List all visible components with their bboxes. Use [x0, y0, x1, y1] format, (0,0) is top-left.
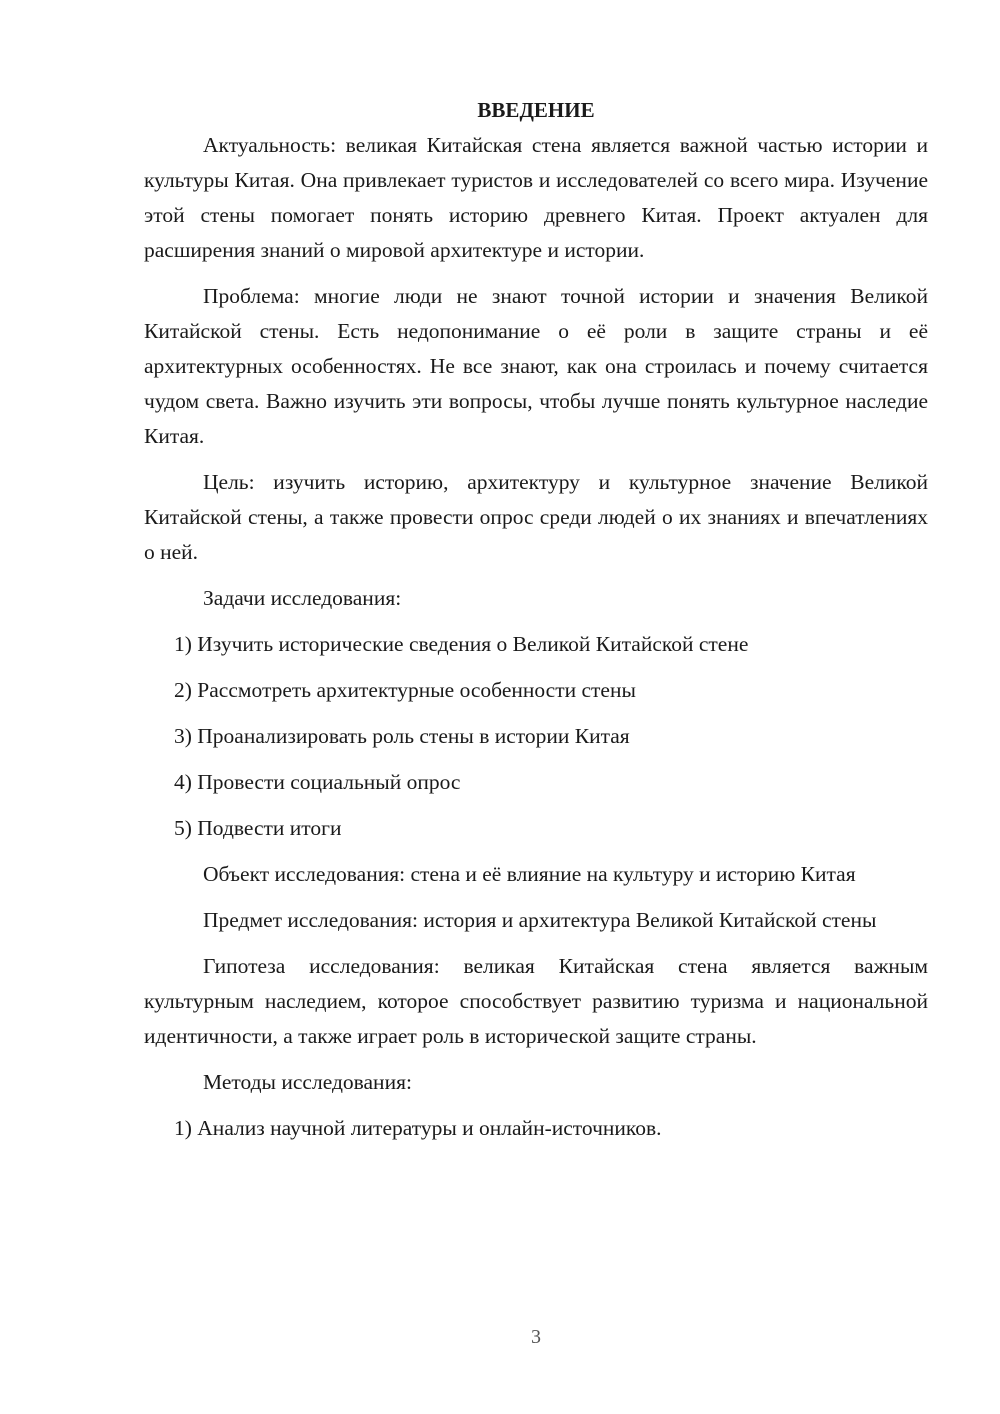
methods-list [144, 1111, 928, 1146]
tasks-heading: Задачи исследования: [203, 586, 402, 610]
section-title: ВВЕДЕНИЕ [477, 98, 595, 122]
document-page [144, 96, 928, 1157]
list-item: 1) Анализ научной литературы и онлайн-источников. [174, 1116, 662, 1140]
object-paragraph: Объект исследования: стена и её влияние на культуру и историю Китая [203, 862, 856, 886]
list-item: 2) Рассмотреть архитектурные особенности стены [174, 678, 636, 702]
methods-heading: Методы исследования: [203, 1070, 412, 1094]
list-item: 3) Проанализировать роль стены в истории Китая [174, 724, 630, 748]
list-item: 1) Изучить исторические сведения о Великой Китайской стене [174, 632, 749, 656]
goal-paragraph: Цель: изучить историю, архитектуру и культурное значение Великой Китайской стены, а также провести опрос среди людей о их знаниях и впечатлениях о ней. [144, 470, 928, 564]
page-number: 3 [531, 1326, 541, 1348]
relevance-paragraph: Актуальность: великая Китайская стена является важной частью истории и культуры Китая. Она привлекает туристов и исследователей со всего мира. Изучение этой стены помогает понять историю древнего Китая. Проект актуален для расширения знаний о мировой архитектуре и истории. [144, 133, 928, 262]
tasks-list [144, 627, 928, 846]
hypothesis-paragraph: Гипотеза исследования: великая Китайская стена является важным культурным наследием, которое способствует развитию туризма и национальной идентичности, а также играет роль в исторической защите страны. [144, 954, 928, 1048]
subject-paragraph: Предмет исследования: история и архитектура Великой Китайской стены [203, 908, 877, 932]
problem-paragraph: Проблема: многие люди не знают точной истории и значения Великой Китайской стены. Есть недопонимание о её роли в защите страны и её архитектурных особенностях. Не все знают, как она строилась и почему считается чудом света. Важно изучить эти вопросы, чтобы лучше понять культурное наследие Китая. [144, 284, 928, 448]
list-item: 4) Провести социальный опрос [174, 770, 461, 794]
list-item: 5) Подвести итоги [174, 816, 342, 840]
